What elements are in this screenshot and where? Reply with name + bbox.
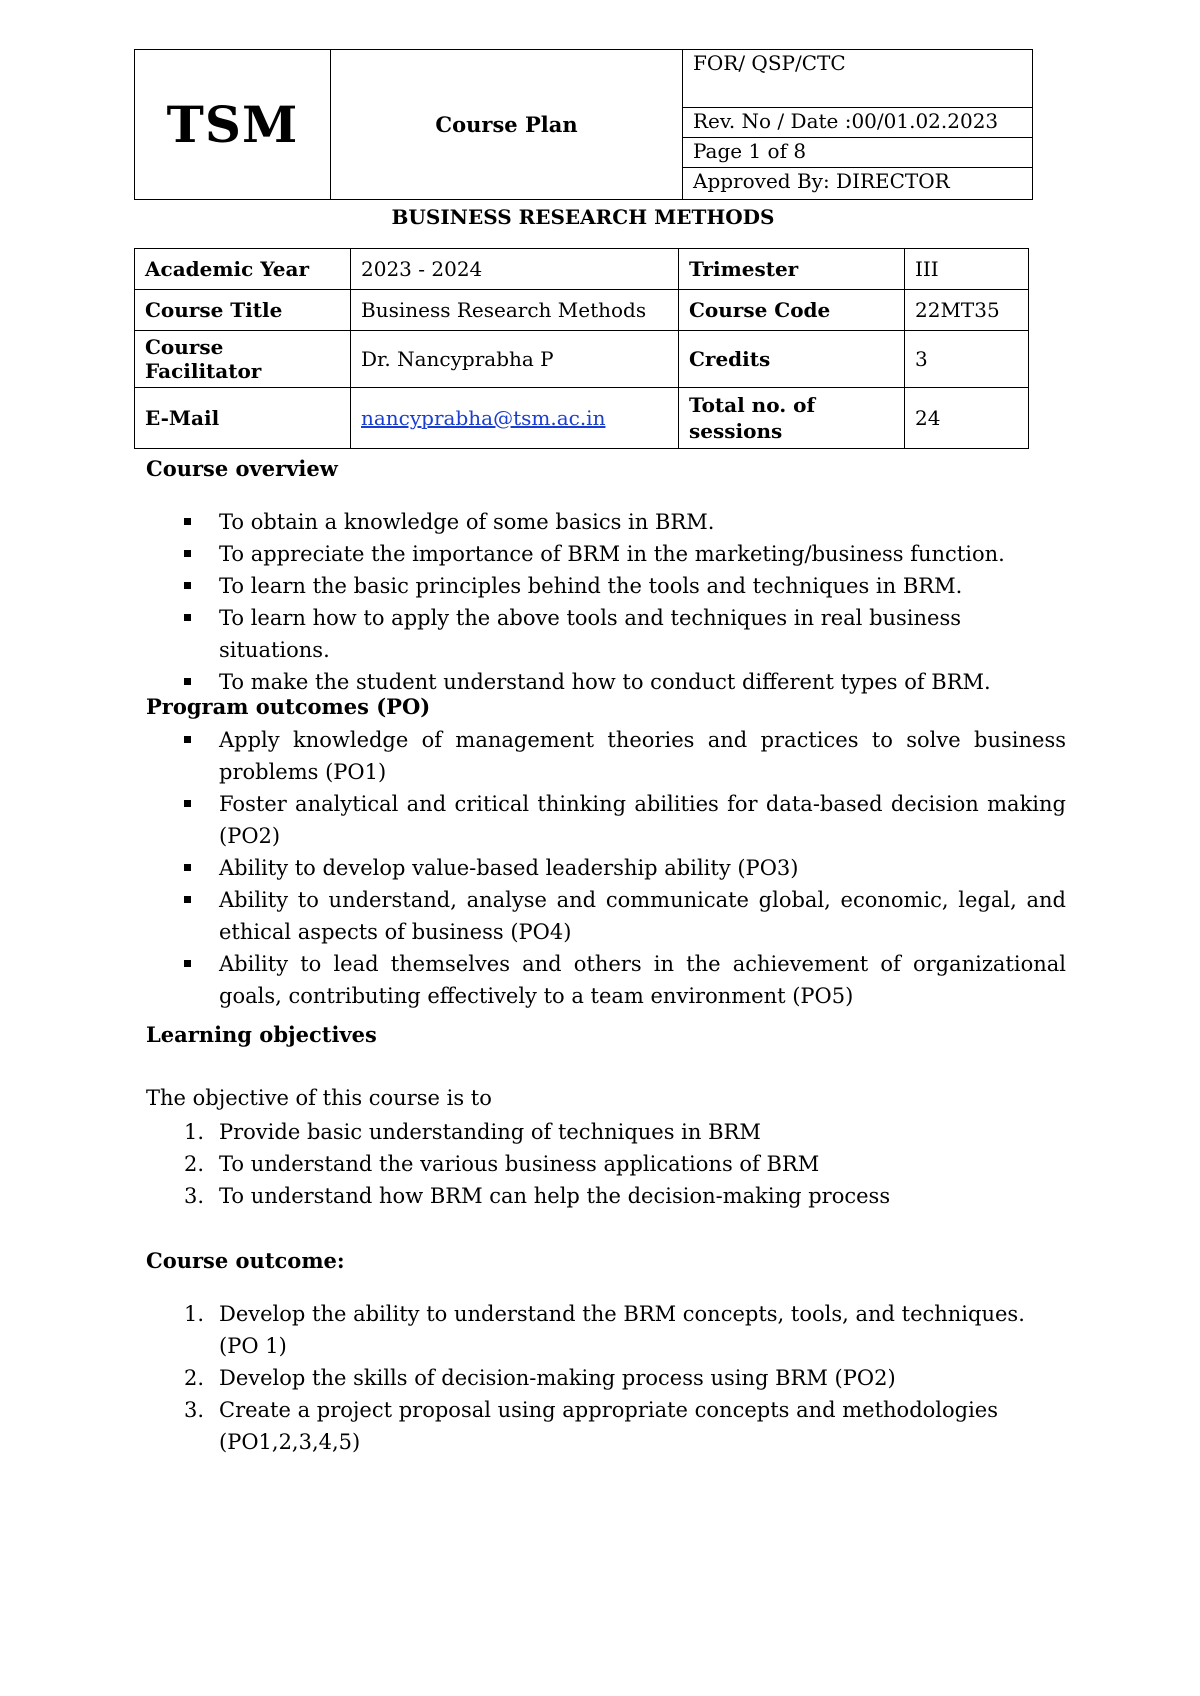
facilitator-value: Dr. Nancyprabha P xyxy=(351,331,679,388)
list-item: Apply knowledge of management theories and practices to solve business problems (PO1) xyxy=(146,724,1066,788)
item-number: 2. xyxy=(184,1152,205,1176)
item-text: Develop the ability to understand the BRM concepts, tools, and techniques. (PO 1) xyxy=(219,1302,1025,1358)
item-text: Create a project proposal using appropriate concepts and methodologies (PO1,2,3,4,5) xyxy=(219,1398,999,1454)
credits-label: Credits xyxy=(679,331,905,388)
program-outcomes-list xyxy=(146,724,1066,1012)
list-item xyxy=(146,1180,1066,1212)
email-cell xyxy=(351,388,679,449)
approved-by: Approved By: DIRECTOR xyxy=(683,168,1033,200)
sessions-value: 24 xyxy=(905,388,1029,449)
email-link[interactable]: nancyprabha@tsm.ac.in xyxy=(361,406,606,430)
list-item: To obtain a knowledge of some basics in BRM. xyxy=(146,506,1066,538)
course-title-value: Business Research Methods xyxy=(351,290,679,331)
form-code: FOR/ QSP/CTC xyxy=(683,50,1033,108)
item-text: To understand how BRM can help the decision-making process xyxy=(219,1184,891,1208)
item-text: Provide basic understanding of techniques in BRM xyxy=(219,1120,761,1144)
course-title-label: Course Title xyxy=(135,290,351,331)
list-item: To learn the basic principles behind the tools and techniques in BRM. xyxy=(146,570,1066,602)
list-item: To make the student understand how to conduct different types of BRM. xyxy=(146,666,1066,698)
doc-type: Course Plan xyxy=(331,50,683,200)
course-outcome-list xyxy=(146,1298,1066,1458)
item-number: 3. xyxy=(184,1184,205,1208)
item-text: Develop the skills of decision-making process using BRM (PO2) xyxy=(219,1366,896,1390)
trimester-value: III xyxy=(905,249,1029,290)
item-number: 3. xyxy=(184,1398,205,1422)
list-item xyxy=(146,1298,1066,1362)
list-item: To appreciate the importance of BRM in the marketing/business function. xyxy=(146,538,1066,570)
list-item xyxy=(146,1116,1066,1148)
list-item: Ability to understand, analyse and communicate global, economic, legal, and ethical aspects of business (PO4) xyxy=(146,884,1066,948)
document-header xyxy=(134,49,1033,200)
academic-year-label: Academic Year xyxy=(135,249,351,290)
learning-objectives-list xyxy=(146,1116,1066,1212)
logo: TSM xyxy=(135,50,331,200)
list-item xyxy=(146,1394,1066,1458)
list-item xyxy=(146,1362,1066,1394)
overview-heading: Course overview xyxy=(146,456,338,481)
item-number: 2. xyxy=(184,1366,205,1390)
list-item: Ability to lead themselves and others in the achievement of organizational goals, contributing effectively to a team environment (PO5) xyxy=(146,948,1066,1012)
learning-objectives-heading: Learning objectives xyxy=(146,1022,377,1047)
list-item: Ability to develop value-based leadership ability (PO3) xyxy=(146,852,1066,884)
list-item: To learn how to apply the above tools and techniques in real business situations. xyxy=(146,602,1066,666)
academic-year-value: 2023 - 2024 xyxy=(351,249,679,290)
trimester-label: Trimester xyxy=(679,249,905,290)
overview-list xyxy=(146,506,1066,698)
list-item xyxy=(146,1148,1066,1180)
item-number: 1. xyxy=(184,1302,205,1326)
credits-value: 3 xyxy=(905,331,1029,388)
learning-objectives-intro: The objective of this course is to xyxy=(146,1086,492,1110)
sessions-label: Total no. of sessions xyxy=(679,388,905,449)
item-number: 1. xyxy=(184,1120,205,1144)
page-title: BUSINESS RESEARCH METHODS xyxy=(391,205,775,229)
course-code-value: 22MT35 xyxy=(905,290,1029,331)
list-item: Foster analytical and critical thinking abilities for data-based decision making (PO2) xyxy=(146,788,1066,852)
course-outcome-heading: Course outcome: xyxy=(146,1248,345,1273)
facilitator-label: Course Facilitator xyxy=(135,331,351,388)
page-number: Page 1 of 8 xyxy=(683,138,1033,168)
item-text: To understand the various business applications of BRM xyxy=(219,1152,820,1176)
revision: Rev. No / Date :00/01.02.2023 xyxy=(683,108,1033,138)
program-outcomes-heading: Program outcomes (PO) xyxy=(146,694,431,719)
email-label: E-Mail xyxy=(135,388,351,449)
course-code-label: Course Code xyxy=(679,290,905,331)
course-info-table xyxy=(134,248,1029,449)
